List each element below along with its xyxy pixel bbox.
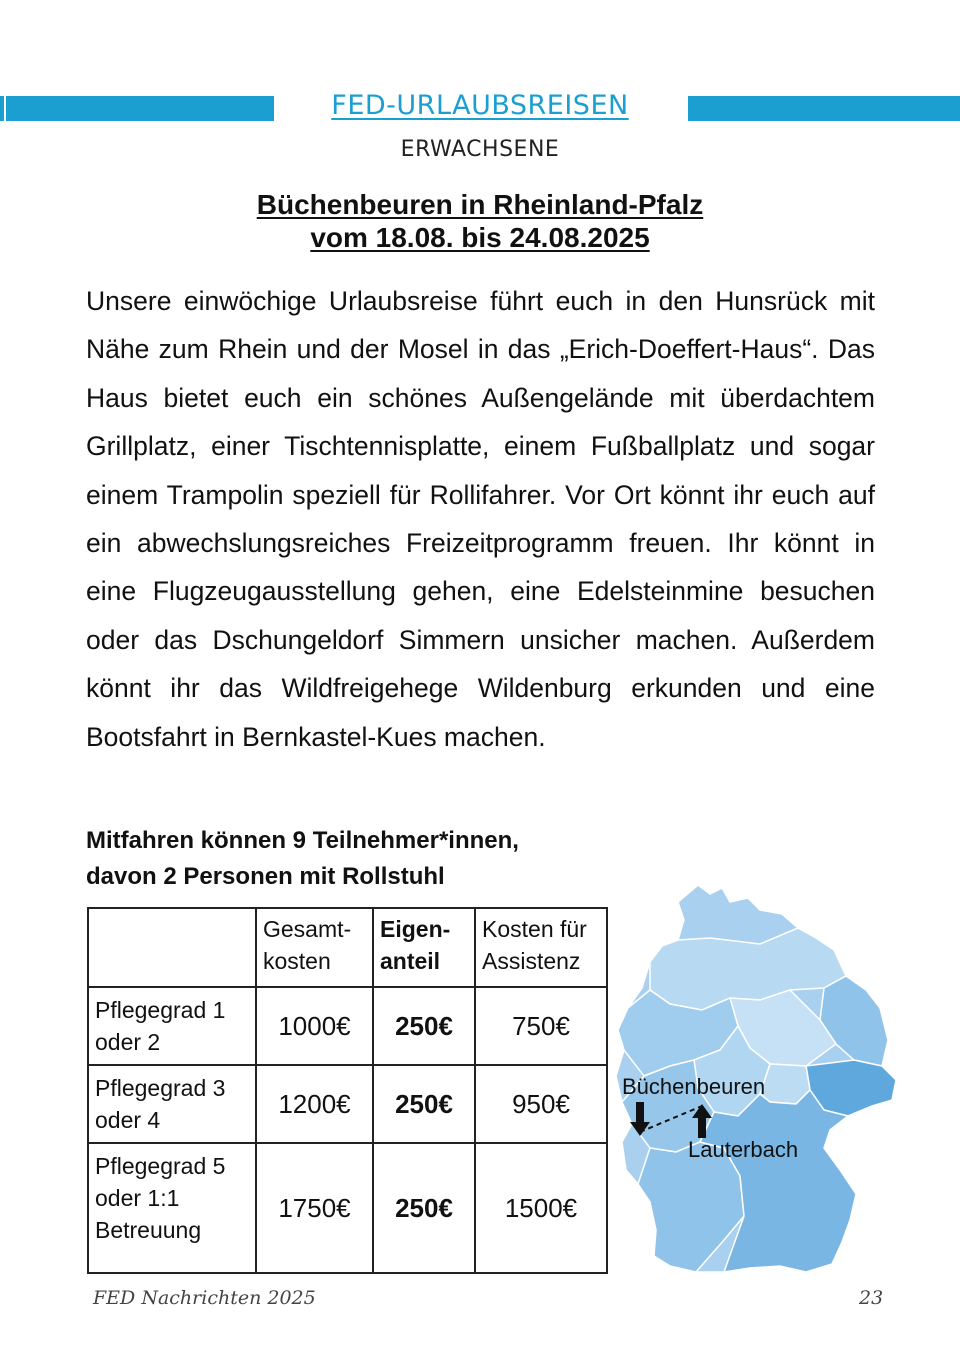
germany-map xyxy=(610,880,902,1280)
cell-own: 250€ xyxy=(373,1065,475,1143)
cell-own: 250€ xyxy=(373,1143,475,1273)
header-cell-assist: Kosten für Assistenz xyxy=(475,908,607,987)
table-header-row xyxy=(88,908,607,987)
footer-publication: FED Nachrichten 2025 xyxy=(93,1287,316,1309)
article-title-line1: Büchenbeuren in Rheinland-Pfalz xyxy=(256,189,704,220)
header-cell-own: Eigen-anteil xyxy=(373,908,475,987)
cell-assist: 750€ xyxy=(475,987,607,1065)
cell-own: 250€ xyxy=(373,987,475,1065)
cell-assist: 1500€ xyxy=(475,1143,607,1273)
section-subtitle: ERWACHSENE xyxy=(400,137,560,162)
participants-line1: Mitfahren können 9 Teilnehmer*innen, xyxy=(86,827,519,854)
row-label: Pflegegrad 1 oder 2 xyxy=(88,987,256,1065)
map-label-destination: Büchenbeuren xyxy=(622,1074,766,1099)
row-label: Pflegegrad 5 oder 1:1 Betreuung xyxy=(88,1143,256,1273)
cell-total: 1200€ xyxy=(256,1065,373,1143)
header-cell-total: Gesamt-kosten xyxy=(256,908,373,987)
table-row xyxy=(88,1065,607,1143)
article-title-line2: vom 18.08. bis 24.08.2025 xyxy=(310,222,650,253)
price-table xyxy=(87,907,608,1274)
section-title: FED-URLAUBSREISEN xyxy=(331,90,629,121)
article-title xyxy=(0,188,960,254)
cell-total: 1750€ xyxy=(256,1143,373,1273)
row-label: Pflegegrad 3 oder 4 xyxy=(88,1065,256,1143)
participants-line2: davon 2 Personen mit Rollstuhl xyxy=(86,863,445,890)
table-row xyxy=(88,1143,607,1273)
cell-total: 1000€ xyxy=(256,987,373,1065)
table-row xyxy=(88,987,607,1065)
page-number: 23 xyxy=(859,1287,884,1309)
header-cell-empty xyxy=(88,908,256,987)
map-label-origin: Lauterbach xyxy=(688,1137,799,1162)
article-body: Unsere einwöchige Urlaubsreise führt euch in den Hunsrück mit Nähe zum Rhein und der Mosel in das „Erich-Doeffert-Haus“. Das Haus bietet euch ein schönes Außengelände mit überdachtem Grillplatz, einer Tischtennisplatte, einem Fußballplatz und sogar einem Trampolin speziell für Rollifahrer. Vor Ort könnt ihr euch auf ein abwechslungsreiches Freizeitprogramm freuen. Ihr könnt in eine Flugzeugausstellung gehen, eine Edelsteinmine besuchen oder das Dschungeldorf Simmern unsicher machen. Außerdem könnt ihr das Wildfreigehege Wildenburg erkunden und eine Bootsfahrt in Bernkastel-Kues machen. xyxy=(86,286,875,752)
cell-assist: 950€ xyxy=(475,1065,607,1143)
participants-info xyxy=(86,823,626,895)
